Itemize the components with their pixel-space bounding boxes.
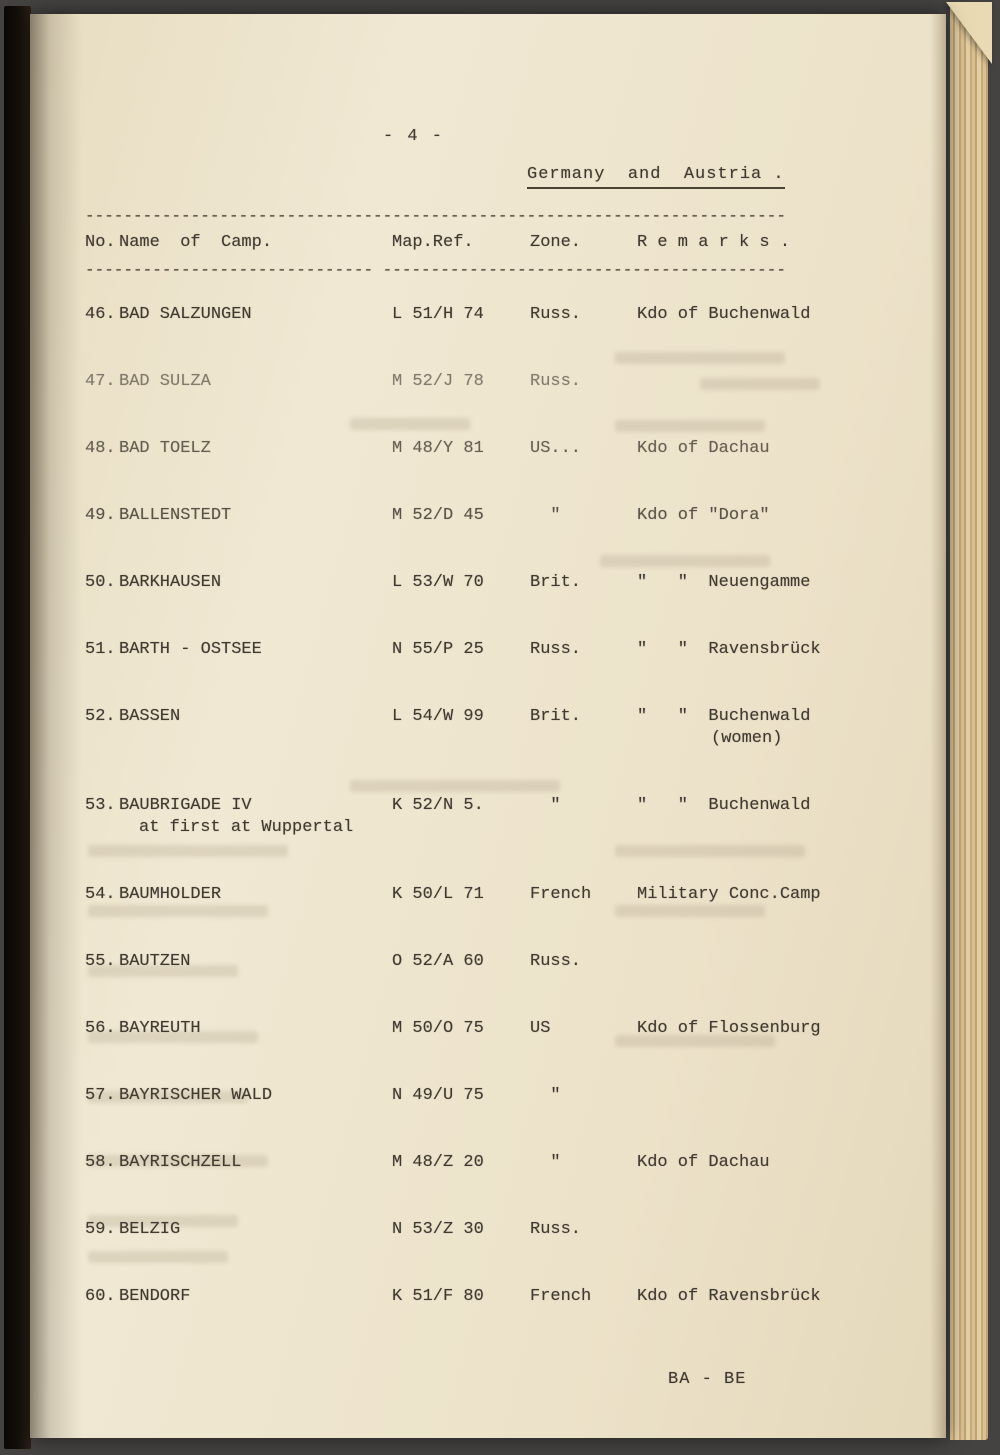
document-page <box>30 14 946 1438</box>
zone: Russ. <box>530 640 582 659</box>
camp-table <box>85 206 845 1353</box>
map-ref: M 48/Z 20 <box>392 1153 484 1172</box>
remarks: Kdo of Flossenburg <box>637 1019 821 1038</box>
row-number: 59. <box>85 1220 116 1239</box>
row-number: 56. <box>85 1019 116 1038</box>
camp-name: BAYRISCHZELL <box>119 1153 242 1172</box>
zone: French <box>530 885 592 904</box>
remarks: Kdo of Dachau <box>637 439 770 458</box>
row-number: 58. <box>85 1153 116 1172</box>
remarks: " " Ravensbrück <box>637 640 821 659</box>
header-remarks: R e m a r k s . <box>637 233 791 252</box>
zone: Russ. <box>530 1220 582 1239</box>
table-row <box>85 371 845 393</box>
camp-name: BARTH - OSTSEE <box>119 640 262 659</box>
footer-section-code: BA - BE <box>668 1370 747 1389</box>
row-number: 53. <box>85 796 116 815</box>
camp-name-line2: at first at Wuppertal <box>139 818 354 837</box>
header-no: No. <box>85 233 116 252</box>
table-row <box>85 1286 845 1308</box>
table-row <box>85 438 845 460</box>
row-number: 50. <box>85 573 116 592</box>
table-row <box>85 795 845 839</box>
table-row <box>85 1219 845 1241</box>
row-number: 54. <box>85 885 116 904</box>
zone: Brit. <box>530 573 582 592</box>
remarks: " " Buchenwald <box>637 707 811 726</box>
row-number: 57. <box>85 1086 116 1105</box>
document-title: Germany and Austria . <box>527 165 785 189</box>
camp-name: BAUBRIGADE IV <box>119 796 252 815</box>
zone: US... <box>530 439 582 458</box>
header-zone: Zone. <box>530 233 582 252</box>
map-ref: M 50/O 75 <box>392 1019 484 1038</box>
table-row <box>85 706 845 750</box>
remarks-line2: (women) <box>711 729 783 748</box>
zone: " <box>530 506 561 525</box>
map-ref: L 53/W 70 <box>392 573 484 592</box>
page-number: - 4 - <box>383 127 445 146</box>
table-row <box>85 951 845 973</box>
table-row <box>85 572 845 594</box>
map-ref: N 49/U 75 <box>392 1086 484 1105</box>
zone: Russ. <box>530 952 582 971</box>
row-number: 48. <box>85 439 116 458</box>
divider-line-bottom: ------------------------------ ------------------------------------------ <box>85 261 786 279</box>
camp-name: BAUMHOLDER <box>119 885 222 904</box>
header-name: Name of Camp. <box>119 233 273 252</box>
zone: Russ. <box>530 305 582 324</box>
row-number: 51. <box>85 640 116 659</box>
row-number: 55. <box>85 952 116 971</box>
page-stack-edge <box>950 8 988 1440</box>
table-header <box>85 232 845 254</box>
map-ref: N 55/P 25 <box>392 640 484 659</box>
zone: Russ. <box>530 372 582 391</box>
map-ref: K 50/L 71 <box>392 885 484 904</box>
remarks: Kdo of "Dora" <box>637 506 770 525</box>
map-ref: M 52/D 45 <box>392 506 484 525</box>
divider-line-top: ------------------------------------------------------------------------- <box>85 207 786 225</box>
table-row <box>85 505 845 527</box>
camp-name: BASSEN <box>119 707 181 726</box>
zone: " <box>530 796 561 815</box>
table-row <box>85 639 845 661</box>
camp-name: BAUTZEN <box>119 952 191 971</box>
row-number: 46. <box>85 305 116 324</box>
table-row <box>85 1018 845 1040</box>
row-number: 52. <box>85 707 116 726</box>
zone: " <box>530 1153 561 1172</box>
camp-name: BAD TOELZ <box>119 439 211 458</box>
camp-name: BALLENSTEDT <box>119 506 232 525</box>
zone: French <box>530 1287 592 1306</box>
table-row <box>85 884 845 906</box>
camp-name: BELZIG <box>119 1220 181 1239</box>
table-row <box>85 304 845 326</box>
map-ref: N 53/Z 30 <box>392 1220 484 1239</box>
header-map-ref: Map.Ref. <box>392 233 474 252</box>
folded-corner <box>946 2 992 64</box>
map-ref: L 54/W 99 <box>392 707 484 726</box>
remarks: Military Conc.Camp <box>637 885 821 904</box>
map-ref: M 48/Y 81 <box>392 439 484 458</box>
table-row <box>85 1085 845 1107</box>
map-ref: L 51/H 74 <box>392 305 484 324</box>
map-ref: M 52/J 78 <box>392 372 484 391</box>
row-number: 47. <box>85 372 116 391</box>
zone: US <box>530 1019 551 1038</box>
camp-name: BARKHAUSEN <box>119 573 222 592</box>
remarks: Kdo of Buchenwald <box>637 305 811 324</box>
zone: Brit. <box>530 707 582 726</box>
camp-name: BAYREUTH <box>119 1019 201 1038</box>
remarks: Kdo of Dachau <box>637 1153 770 1172</box>
zone: " <box>530 1086 561 1105</box>
row-number: 49. <box>85 506 116 525</box>
remarks: " " Buchenwald <box>637 796 811 815</box>
camp-name: BENDORF <box>119 1287 191 1306</box>
book-binding-edge <box>4 6 31 1449</box>
remarks: " " Neuengamme <box>637 573 811 592</box>
camp-name: BAD SALZUNGEN <box>119 305 252 324</box>
map-ref: O 52/A 60 <box>392 952 484 971</box>
remarks: Kdo of Ravensbrück <box>637 1287 821 1306</box>
map-ref: K 51/F 80 <box>392 1287 484 1306</box>
row-number: 60. <box>85 1287 116 1306</box>
table-row <box>85 1152 845 1174</box>
camp-name: BAD SULZA <box>119 372 211 391</box>
table-rows <box>85 304 845 1308</box>
map-ref: K 52/N 5. <box>392 796 484 815</box>
camp-name: BAYRISCHER WALD <box>119 1086 273 1105</box>
